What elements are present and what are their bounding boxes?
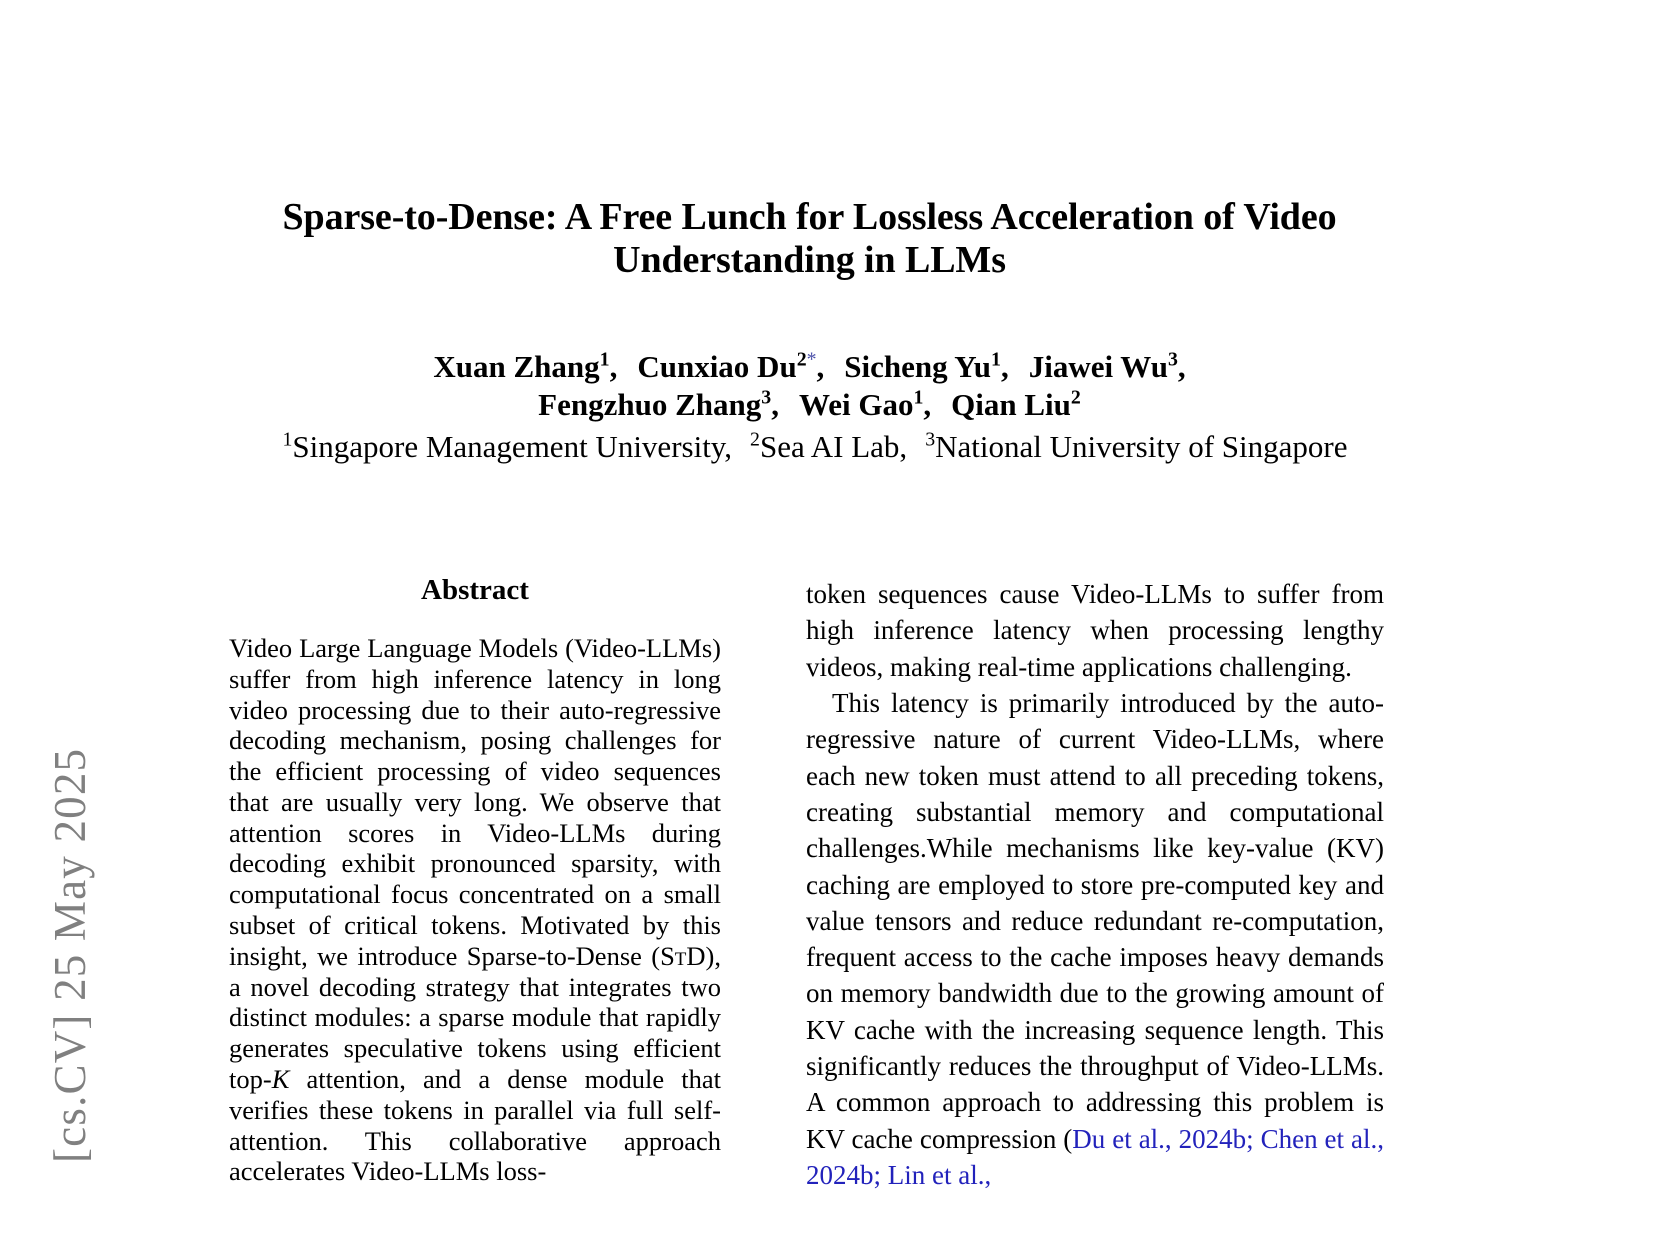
- author-affiliation-marker: 2: [796, 348, 807, 371]
- affiliation-item: $^1$Singapore Management University,: [282, 428, 733, 464]
- author-name: Qian Liu$^2$: [951, 386, 1081, 422]
- right-column: [806, 576, 1384, 1241]
- affiliations-line: [180, 428, 1450, 465]
- std-label: StD: [660, 940, 706, 971]
- intro-paragraph-1: token sequences cause Video-LLMs to suffer from high inference latency when processing lengthy videos, making real-time applications challenging.: [806, 579, 1384, 682]
- intro-paragraph-2: [806, 685, 1384, 1193]
- author-name: Wei Gao$^1$,: [798, 386, 932, 422]
- author-affiliation-marker: 1: [913, 386, 924, 409]
- author-name: Sicheng Yu$^1$,: [844, 348, 1009, 384]
- left-column: [229, 576, 721, 1241]
- affiliation-item: $^3$National University of Singapore: [925, 428, 1348, 464]
- affiliation-marker: 1: [282, 428, 293, 451]
- citation-links[interactable]: Du et al., 2024b; Chen et al., 2024b; Lin et al.,: [806, 1123, 1384, 1190]
- affiliation-marker: 3: [925, 428, 936, 451]
- math-variable-k: K: [271, 1063, 290, 1094]
- affiliation-marker: 2: [750, 428, 760, 451]
- abstract-paragraph: [229, 633, 721, 1187]
- author-name: Fengzhuo Zhang$^3$,: [538, 386, 779, 422]
- body-columns: [0, 576, 1654, 1241]
- authors-block: [227, 348, 1392, 424]
- title-block: [227, 196, 1392, 282]
- author-name: Xuan Zhang$^1$,: [433, 348, 618, 384]
- author-affiliation-marker: 3: [761, 386, 772, 409]
- author-affiliation-marker: 2: [1070, 386, 1081, 409]
- page-title: Sparse-to-Dense: A Free Lunch for Lossless Acceleration of Video Understanding in LLMs: [282, 196, 1337, 281]
- abstract-heading: Abstract: [421, 576, 529, 606]
- author-line-2: [227, 386, 1392, 424]
- author-name: Cunxiao $Du^{2*}$,: [637, 348, 825, 384]
- author-affiliation-marker: 1: [599, 348, 610, 371]
- author-affiliation-marker: 1: [991, 348, 1001, 371]
- author-line-1: [227, 348, 1392, 386]
- abstract-text-part2: ), a novel decoding strategy that integrates two distinct modules: a sparse module that rapidly generates speculative tokens using efficient top-: [229, 940, 721, 1094]
- intro-paragraph-2-text: This latency is primarily introduced by the auto-regressive nature of current Video-LLMs, where each new token must attend to all preceding tokens, creating substantial memory and computational challenges.While mechanisms like key-value (KV) caching are employed to store pre-computed key and value tensors and reduce redundant re-computation, frequent access to the cache imposes heavy demands on memory bandwidth due to the growing amount of KV cache with the increasing sequence length. This significantly reduces the throughput of Video-LLMs. A common approach to addressing this problem is KV cache compression (: [806, 687, 1384, 1154]
- abstract-text-part1: Video Large Language Models (Video-LLMs) suffer from high inference latency in long video processing due to their auto-regressive decoding mechanism, posing challenges for the efficient processing of video sequences that are usually very long. We observe that attention scores in Video-LLMs during decoding exhibit pronounced sparsity, with computational focus concentrated on a small subset of critical tokens. Motivated by this insight, we introduce Sparse-to-Dense (: [229, 633, 721, 971]
- corresponding-author-asterisk[interactable]: *: [806, 348, 817, 371]
- arxiv-stamp-text: [cs.CV] 25 May 2025: [45, 747, 95, 1163]
- affiliation-item: $^2$Sea AI Lab,: [750, 428, 908, 464]
- abstract-text-part3: attention, and a dense module that verifies these tokens in parallel via full self-attention. This collaborative approach accelerates Video-LLMs loss-: [229, 1063, 721, 1187]
- author-affiliation-marker: 3: [1167, 348, 1178, 371]
- author-name: Jiawei Wu$^3$,: [1028, 348, 1186, 384]
